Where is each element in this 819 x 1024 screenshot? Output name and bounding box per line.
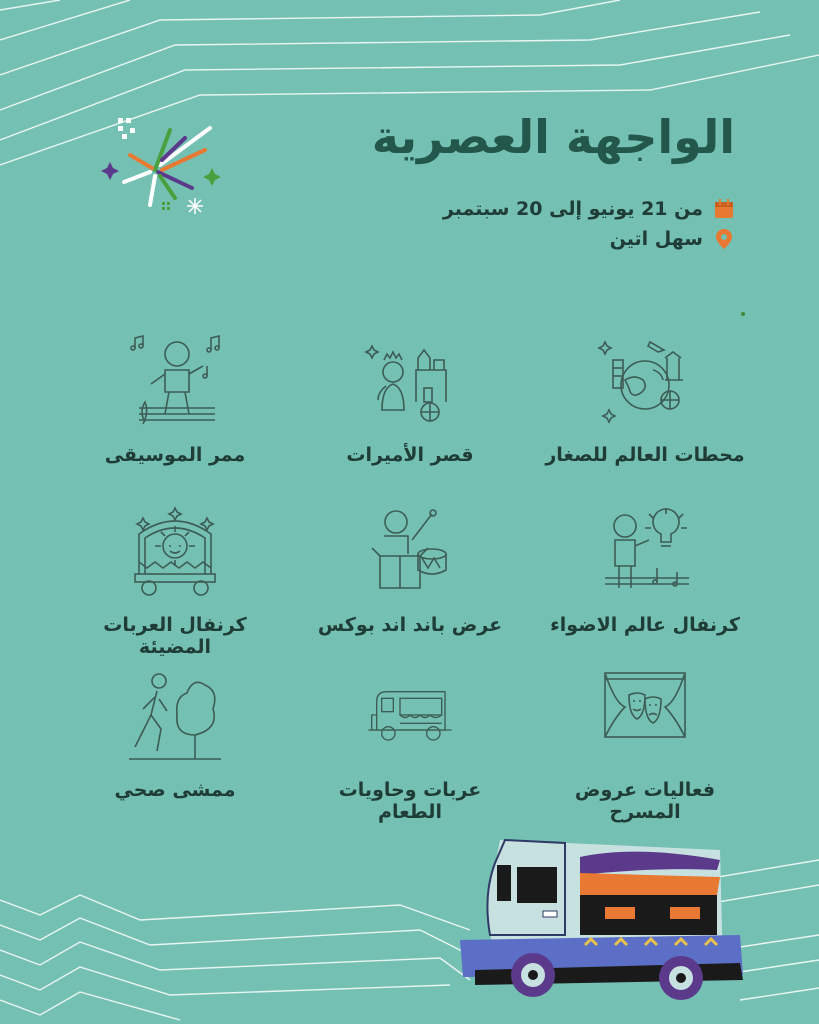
activity-tile [540, 500, 750, 636]
activity-tile [305, 665, 515, 823]
activity-tile [540, 665, 750, 823]
activity-tile [305, 330, 515, 466]
theater-masks-icon [595, 665, 695, 765]
activity-label: ممر الموسيقى [104, 444, 246, 466]
date-text: من 21 يونيو إلى 20 سبتمبر [442, 198, 703, 220]
fireworks-icon [100, 110, 230, 220]
activity-label: كرنفال عالم الاضواء [550, 614, 740, 636]
walker-tree-icon [125, 665, 225, 765]
location-text: سهل اتين [609, 228, 703, 250]
activity-label: قصر الأميرات [346, 444, 474, 466]
activity-tile [305, 500, 515, 636]
food-truck-outline-icon [360, 665, 460, 765]
activity-label: محطات العالم للصغار [545, 444, 745, 466]
page-title: الواجهة العصرية [371, 110, 735, 164]
activity-tile [540, 330, 750, 466]
location-pin-icon [713, 228, 735, 250]
location-info [610, 228, 735, 250]
food-truck-illustration [455, 835, 750, 1010]
activity-tile [70, 665, 280, 801]
music-kid-icon [125, 330, 225, 430]
activity-label: عرض باند اند بوكس [317, 614, 503, 636]
activity-label: كرنفال العربات المضيئة [103, 614, 247, 658]
drummer-box-icon [360, 500, 460, 600]
sun-carriage-icon [125, 500, 225, 600]
activity-label: ممشى صحي [114, 779, 236, 801]
activity-label: فعاليات عروض المسرح [574, 779, 716, 823]
decorative-dot [741, 312, 745, 316]
activity-tile [70, 330, 280, 466]
date-info [443, 198, 735, 220]
calendar-icon [713, 198, 735, 220]
activity-label: عربات وحاويات الطعام [338, 779, 482, 823]
princess-castle-icon [360, 330, 460, 430]
activity-tile [70, 500, 280, 658]
world-landmarks-icon [595, 330, 695, 430]
kid-lightbulb-icon [595, 500, 695, 600]
